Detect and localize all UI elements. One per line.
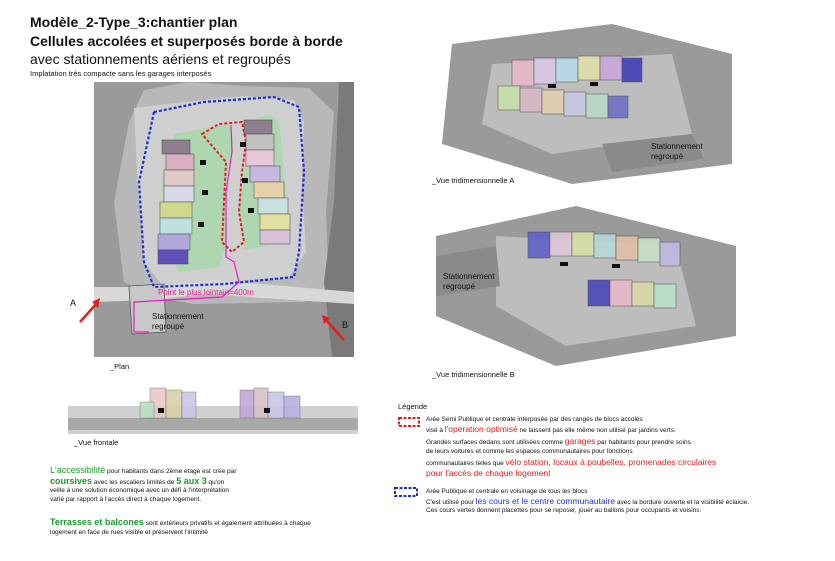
view-a-parking-label-1: Stationnement (651, 142, 703, 151)
legend-red-text: Arée Semi Publique et centrale interposée par des rangés de blocs accolés visé à l'operation optimisé ne laissent pas elle même non utilisé par jardins verts. Grandes surfaces dedans sont utilisées comme garages par habitants pour prendre soins de leurs voitures et comme les espaces communautaires pour fonctions communautaires telles que vélo station, locaux à poubelles, promenades circulaires pour l'accès de chaque logement (426, 416, 717, 478)
arrow-b-icon (318, 312, 348, 342)
terraces-text: Terrasses et balcones sont extérieurs privatifs et également attribuées à chaque logement en face de rues visible et préservent l'intimité (50, 517, 311, 536)
view-a (432, 24, 732, 184)
view-a-caption: _Vue tridimensionnelle A (432, 176, 515, 185)
front-view (68, 378, 358, 436)
site-plan (94, 82, 354, 357)
legend-title: Légende (398, 402, 428, 411)
arrow-a-icon (76, 296, 106, 326)
front-view-caption: _Vue frontale (74, 438, 119, 447)
page-title: Modèle_2-Type_3:chantier plan (30, 14, 238, 30)
legend-red-swatch (398, 417, 420, 427)
arrow-b-label: B (342, 320, 349, 330)
legend-blue-text: Arée Publique et centrale en voisinage de tous les blocs C'est utilisé pour les cours et le centre communautaire avec la bordure ouverte et la visibilité éclaicie. Ces cours vertes donnent placettes pour se reposer, jouer au ballons pour occupants et voisins: (426, 488, 750, 514)
view-b-parking-label-2: regroupé (443, 282, 476, 291)
page-note: Implatation très compacte sans les garages interposés (30, 69, 212, 78)
arrow-a-label: A (70, 298, 77, 308)
view-b-caption: _Vue tridimensionnelle B (432, 370, 515, 379)
page-subtitle-2: avec stationnements aériens et regroupés (30, 51, 291, 67)
view-b-parking-label-1: Stationnement (443, 272, 495, 281)
view-a-parking-label-2: regroupé (651, 152, 684, 161)
view-b (436, 206, 736, 366)
plan-caption: _Plan (110, 362, 130, 371)
plan-parking-label-1: Stationnement (152, 312, 204, 321)
distance-label: Point le plus lointain=400m (158, 288, 254, 297)
legend-blue-swatch (394, 487, 418, 497)
accessibility-text: L'accessibilité pour habitants dans 2ème étage est crée par coursives avec les escaliers limités de 5 aux 3 qu'on veille à une solution économique avec un défi à l'interprétation varié par rapport à l'accès direct à chaque logement. (50, 465, 237, 503)
page-subtitle: Cellules accolées et superposés borde à borde (30, 33, 343, 49)
plan-parking-label-2: regroupé (152, 322, 185, 331)
